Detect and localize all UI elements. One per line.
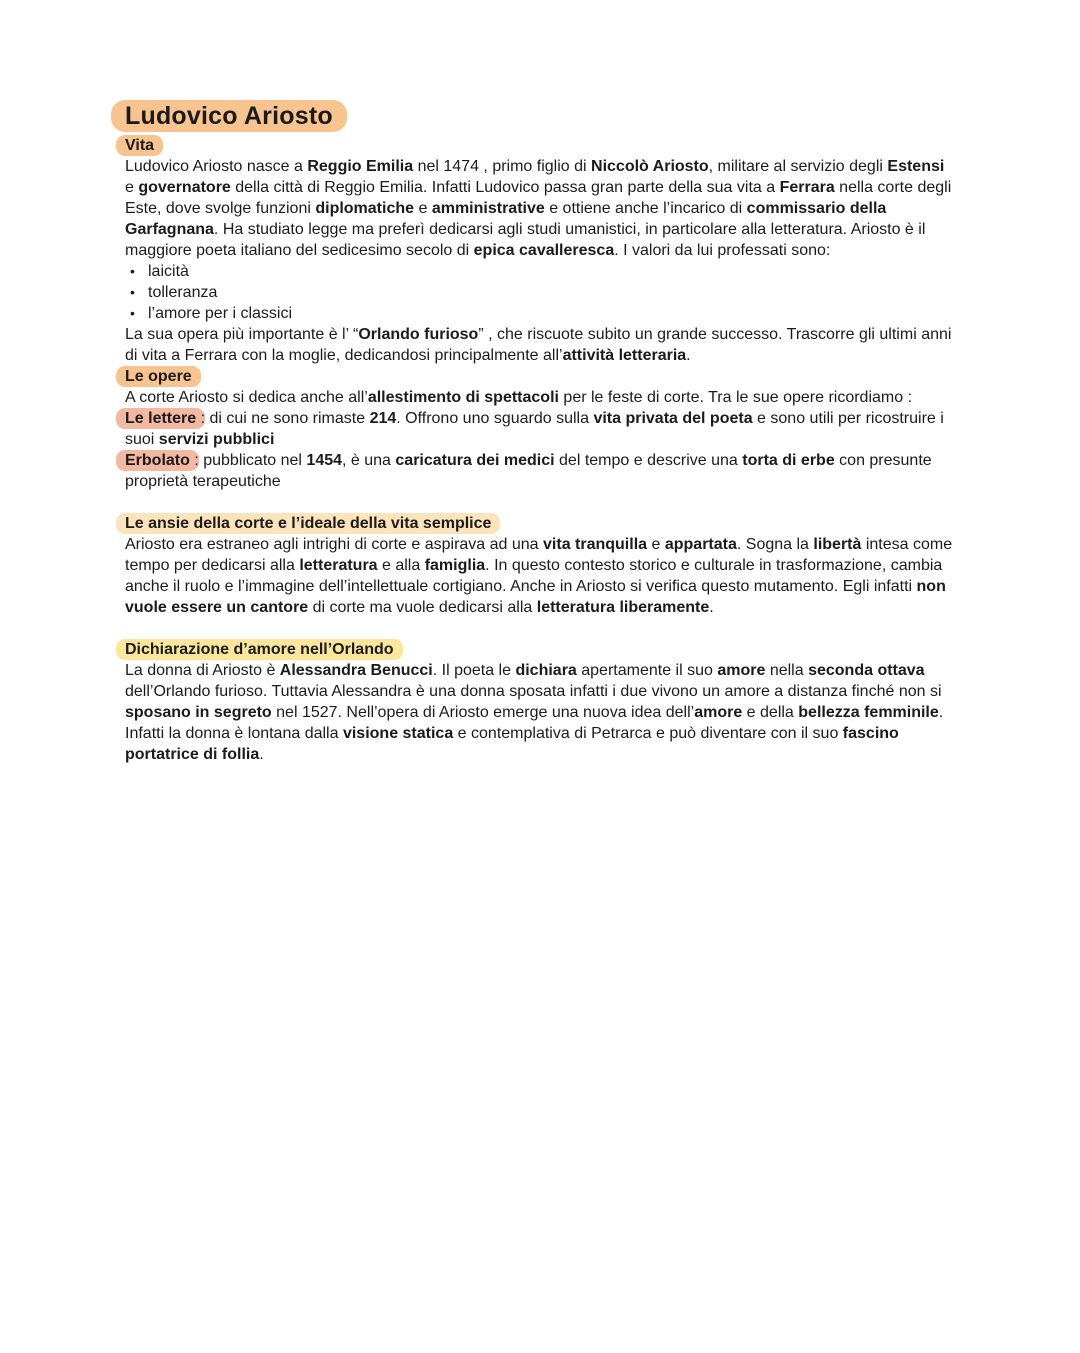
text-run: Alessandra Benucci	[279, 662, 433, 679]
text-run: e contemplativa di Petrarca e può diventare con il suo	[453, 725, 843, 742]
text-run: fascino portatrice di follia	[125, 725, 899, 763]
text-run: e	[647, 536, 665, 553]
text-run: bellezza femminile	[798, 704, 939, 721]
text-run: nella corte degli Este, dove svolge funzioni	[125, 179, 952, 217]
text-run: La donna di Ariosto è	[125, 662, 280, 679]
text-run: governatore	[138, 179, 231, 196]
text-run: seconda ottava	[808, 662, 925, 679]
text-run: . Offrono uno sguardo sulla	[396, 410, 594, 427]
doc-body	[125, 135, 957, 765]
text-run: .	[709, 599, 714, 616]
text-run: dichiara	[515, 662, 577, 679]
text-run: per le feste di corte. Tra le sue opere ricordiamo :	[558, 389, 913, 406]
text-run: e alla	[377, 557, 425, 574]
bullet-icon: •	[130, 305, 135, 321]
bullet-text	[148, 263, 189, 280]
paragraph	[125, 534, 957, 618]
section-heading	[125, 135, 957, 156]
paragraph	[125, 450, 957, 492]
text-run: : pubblicato nel	[189, 452, 307, 469]
bullet-item	[125, 261, 957, 282]
text-run: e	[414, 200, 432, 217]
highlighted-text: Le ansie della corte e l’ideale della vita semplice	[116, 513, 500, 534]
text-run: l’amore per i classici	[148, 305, 293, 322]
text-run: nel 1527. Nell’opera di Ariosto emerge una nuova idea dell’	[271, 704, 695, 721]
text-run: appartata	[664, 536, 737, 553]
text-run: e della	[742, 704, 799, 721]
page-title-text: Ludovico Ariosto	[111, 100, 347, 132]
text-run: intesa come tempo per dedicarsi alla	[125, 536, 953, 574]
bullet-icon: •	[130, 284, 135, 300]
text-run: .	[259, 746, 264, 763]
text-run: caricatura dei medici	[395, 452, 555, 469]
text-run: epica cavalleresca	[473, 242, 615, 259]
text-run: Estensi	[887, 158, 945, 175]
text-run: Ferrara	[779, 179, 835, 196]
highlighted-text: Erbolato	[116, 450, 199, 471]
text-run: Reggio Emilia	[307, 158, 414, 175]
text-run: , è una	[342, 452, 396, 469]
paragraph	[125, 660, 957, 765]
text-run: ” , che riscuote subito un grande successo. Trascorre gli ultimi anni di vita a Ferrara con la moglie, dedicandosi principalmente all’	[125, 326, 952, 364]
text-run: diplomatiche	[315, 200, 415, 217]
highlighted-text: Le opere	[116, 366, 201, 387]
section-heading	[125, 513, 957, 534]
text-run: . Il poeta le	[432, 662, 516, 679]
text-run: Orlando furioso	[358, 326, 479, 343]
bullet-text	[148, 305, 292, 322]
text-run: Ariosto era estraneo agli intrighi di corte e aspirava ad una	[125, 536, 544, 553]
text-run: A corte Ariosto si dedica anche all’	[125, 389, 368, 406]
text-run: . Ha studiato legge ma preferì dedicarsi agli studi umanistici, in particolare alla letteratura. Ariosto è il maggiore poeta italiano del sedicesimo secolo di	[125, 221, 926, 259]
text-run: 1454	[306, 452, 343, 469]
highlighted-text: Vita	[116, 135, 163, 156]
text-run: e sono utili per ricostruire i suoi	[125, 410, 944, 448]
text-run: letteratura	[299, 557, 378, 574]
text-run: amore	[694, 704, 743, 721]
bullet-item	[125, 303, 957, 324]
text-run: non vuole essere un cantore	[125, 578, 946, 616]
highlighted-text: Le lettere	[116, 408, 205, 429]
text-run: famiglia	[424, 557, 486, 574]
text-run: e	[125, 179, 139, 196]
highlighted-text: Dichiarazione d’amore nell’Orlando	[116, 639, 403, 660]
paragraph	[125, 156, 957, 261]
blank-line	[125, 492, 957, 513]
text-run: letteratura liberamente	[536, 599, 710, 616]
text-run: apertamente il suo	[576, 662, 718, 679]
bullet-text	[148, 284, 217, 301]
section-heading	[125, 639, 957, 660]
text-run: tolleranza	[148, 284, 218, 301]
bullet-list	[125, 261, 957, 324]
text-run: vita privata del poeta	[593, 410, 753, 427]
paragraph	[125, 408, 957, 450]
text-run: visione statica	[342, 725, 454, 742]
text-run: di corte ma vuole dedicarsi alla	[308, 599, 537, 616]
text-run: libertà	[813, 536, 862, 553]
text-run: nel 1474 , primo figlio di	[413, 158, 592, 175]
text-run: allestimento di spettacoli	[367, 389, 559, 406]
text-run: Niccolò Ariosto	[591, 158, 709, 175]
text-run: del tempo e descrive una	[554, 452, 743, 469]
bullet-item	[125, 282, 957, 303]
text-run: . In questo contesto storico e culturale in trasformazione, cambia anche il ruolo e l’immagine dell’intellettuale cortigiano. Anche in Ariosto si verifica questo mutamento. Egli infatti	[125, 557, 943, 595]
text-run: della città di Reggio Emilia. Infatti Ludovico passa gran parte della sua vita a	[230, 179, 780, 196]
text-run: con presunte proprietà terapeutiche	[125, 452, 932, 490]
blank-line	[125, 618, 957, 639]
page-title	[125, 100, 957, 132]
paragraph	[125, 387, 957, 408]
text-run: laicità	[148, 263, 189, 280]
text-run: amministrative	[431, 200, 545, 217]
text-run: . Infatti la donna è lontana dalla	[125, 704, 944, 742]
text-run: , militare al servizio degli	[708, 158, 888, 175]
text-run: : di cui ne sono rimaste	[196, 410, 370, 427]
section-heading	[125, 366, 957, 387]
text-run: . I valori da lui professati sono:	[614, 242, 831, 259]
text-run: nella	[765, 662, 809, 679]
paragraph	[125, 324, 957, 366]
text-run: sposano in segreto	[125, 704, 272, 721]
bullet-icon: •	[130, 263, 135, 279]
text-run: 214	[369, 410, 397, 427]
text-run: torta di erbe	[742, 452, 835, 469]
text-run: .	[686, 347, 691, 364]
text-run: dell’Orlando furioso. Tuttavia Alessandra è una donna sposata infatti i due vivono un amore a distanza finché non si	[125, 683, 942, 700]
text-run: commissario della Garfagnana	[125, 200, 887, 238]
text-run: . Sogna la	[736, 536, 814, 553]
text-run: servizi pubblici	[158, 431, 275, 448]
text-run: vita tranquilla	[543, 536, 648, 553]
text-run: La sua opera più importante è l’ “	[125, 326, 359, 343]
text-run: amore	[717, 662, 766, 679]
text-run: Ludovico Ariosto nasce a	[125, 158, 308, 175]
text-run: attività letteraria	[562, 347, 687, 364]
text-run: e ottiene anche l’incarico di	[544, 200, 747, 217]
